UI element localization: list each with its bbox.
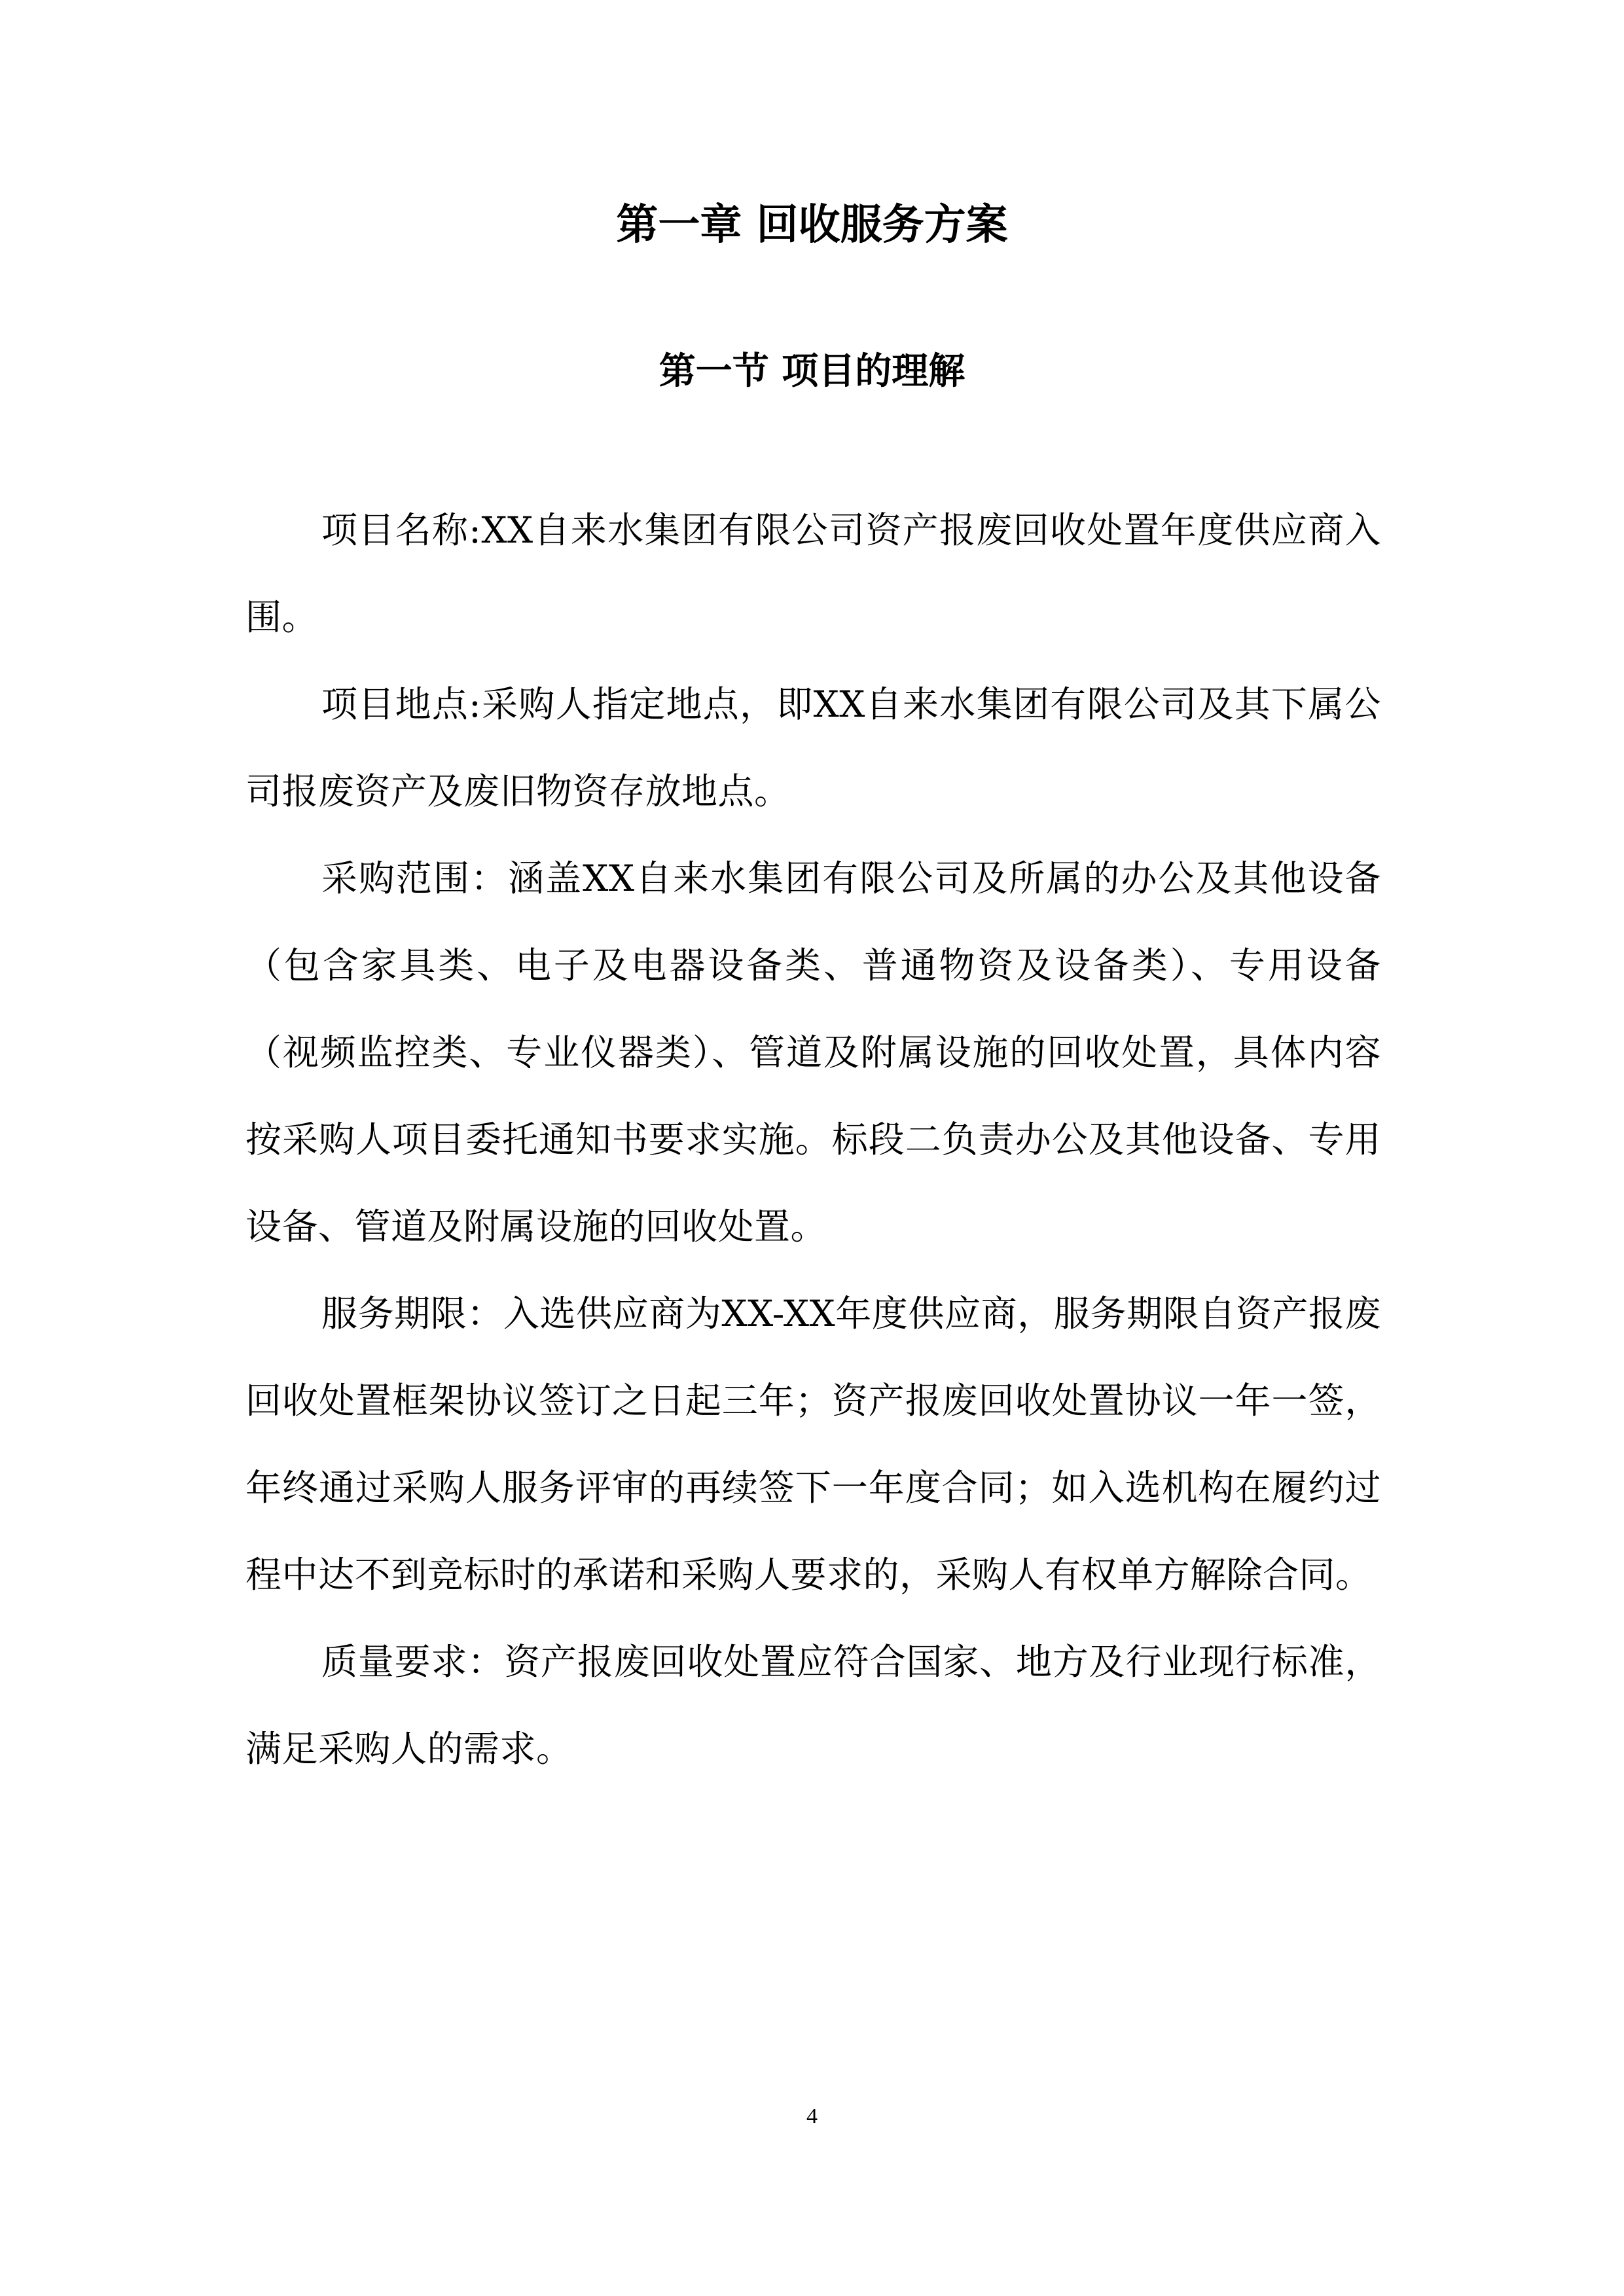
document-body [245, 487, 1381, 1793]
paragraph-quality-requirements: 质量要求：资产报废回收处置应符合国家、地方及行业现行标准，满足采购人的需求。 [245, 1641, 1381, 1770]
paragraph-procurement-scope: 采购范围：涵盖XX自来水集团有限公司及所属的办公及其他设备（包含家具类、电子及电器设备类、普通物资及设备类）、专用设备（视频监控类、专业仪器类）、管道及附属设施的回收处置，具体内容按采购人项目委托通知书要求实施。标段二负责办公及其他设备、专用设备、管道及附属设施的回收处置。 [245, 857, 1381, 1247]
paragraph-service-period: 服务期限：入选供应商为XX-XX年度供应商，服务期限自资产报废回收处置框架协议签订之日起三年；资产报废回收处置协议一年一签，年终通过采购人服务评审的再续签下一年度合同；如入选机构在履约过程中达不到竞标时的承诺和采购人要求的，采购人有权单方解除合同。 [245, 1293, 1381, 1596]
paragraph-project-location: 项目地点:采购人指定地点，即XX自来水集团有限公司及其下属公司报废资产及废旧物资存放地点。 [245, 683, 1381, 812]
page-number: 4 [806, 2104, 818, 2128]
chapter-title: 第一章 回收服务方案 [616, 201, 1008, 249]
section-title: 第一节 项目的理解 [659, 350, 965, 393]
paragraph-project-name: 项目名称:XX自来水集团有限公司资产报废回收处置年度供应商入围。 [245, 509, 1381, 638]
